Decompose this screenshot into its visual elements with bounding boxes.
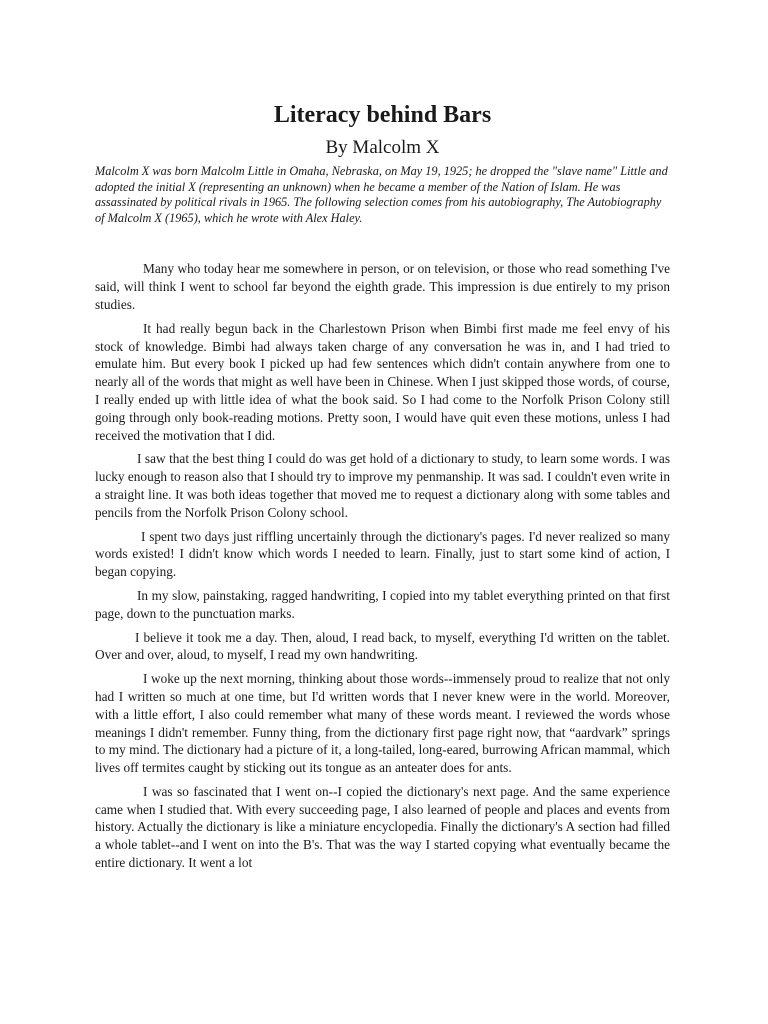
document-author: By Malcolm X	[325, 137, 440, 158]
paragraph-1: Many who today hear me somewhere in person, or on television, or those who read something I've said, will think I went to school far beyond the eighth grade. This impression is due entirely to my prison studies.	[95, 261, 670, 312]
paragraph-2: It had really begun back in the Charlestown Prison when Bimbi first made me feel envy of his stock of knowledge. Bimbi had always taken charge of any conversation he was in, and I had tried to emulate him. But every book I picked up had few sentences which didn't contain anywhere from one to nearly all of the words that might as well have been in Chinese. When I just skipped those words, of course, I really ended up with little idea of what the book said. So I had come to the Norfolk Prison Colony still going through only book-reading motions. Pretty soon, I would have quit even these motions, unless I had received the motivation that I did.	[95, 320, 670, 443]
document-title: Literacy behind Bars	[273, 102, 492, 128]
body-text	[95, 260, 670, 872]
paragraph-4: I spent two days just riffling uncertainly through the dictionary's pages. I'd never realized so many words existed! I didn't know which words I needed to learn. Finally, just to start some kind of action, I began copying.	[95, 528, 670, 580]
paragraph-5: In my slow, painstaking, ragged handwriting, I copied into my tablet everything printed on that first page, down to the punctuation marks.	[95, 587, 670, 621]
intro-note: Malcolm X was born Malcolm Little in Omaha, Nebraska, on May 19, 1925; he dropped the "slave name" Little and adopted the initial X (representing an unknown) when he became a member of the Nation of Islam. He was assassinated by political rivals in 1965. The following selection comes from his autobiography, The Autobiography of Malcolm X (1965), which he wrote with Alex Haley.	[95, 164, 668, 225]
paragraph-6: I believe it took me a day. Then, aloud, I read back, to myself, everything I'd written on the tablet. Over and over, aloud, to myself, I read my own handwriting.	[95, 629, 670, 663]
paragraph-8: I was so fascinated that I went on--I copied the dictionary's next page. And the same experience came when I studied that. With every succeeding page, I also learned of people and places and events from history. Actually the dictionary is like a miniature encyclopedia. Finally the dictionary's A section had filled a whole tablet--and I went on into the B's. That was the way I started copying what eventually became the entire dictionary. It went a lot	[95, 783, 670, 871]
paragraph-3: I saw that the best thing I could do was get hold of a dictionary to study, to learn some words. I was lucky enough to reason also that I should try to improve my penmanship. It was sad. I couldn't even write in a straight line. It was both ideas together that moved me to request a dictionary along with some tables and pencils from the Norfolk Prison Colony school.	[95, 451, 670, 520]
paragraph-7: I woke up the next morning, thinking about those words--immensely proud to realize that not only had I written so much at one time, but I'd written words that I never knew were in the world. Moreover, with a little effort, I also could remember what many of these words meant. I reviewed the words whose meanings I didn't remember. Funny thing, from the dictionary first page right now, that “aardvark” springs to my mind. The dictionary had a picture of it, a long-tailed, long-eared, burrowing African mammal, which lives off termites caught by sticking out its tongue as an anteater does for ants.	[95, 671, 670, 776]
document-page	[95, 100, 670, 878]
